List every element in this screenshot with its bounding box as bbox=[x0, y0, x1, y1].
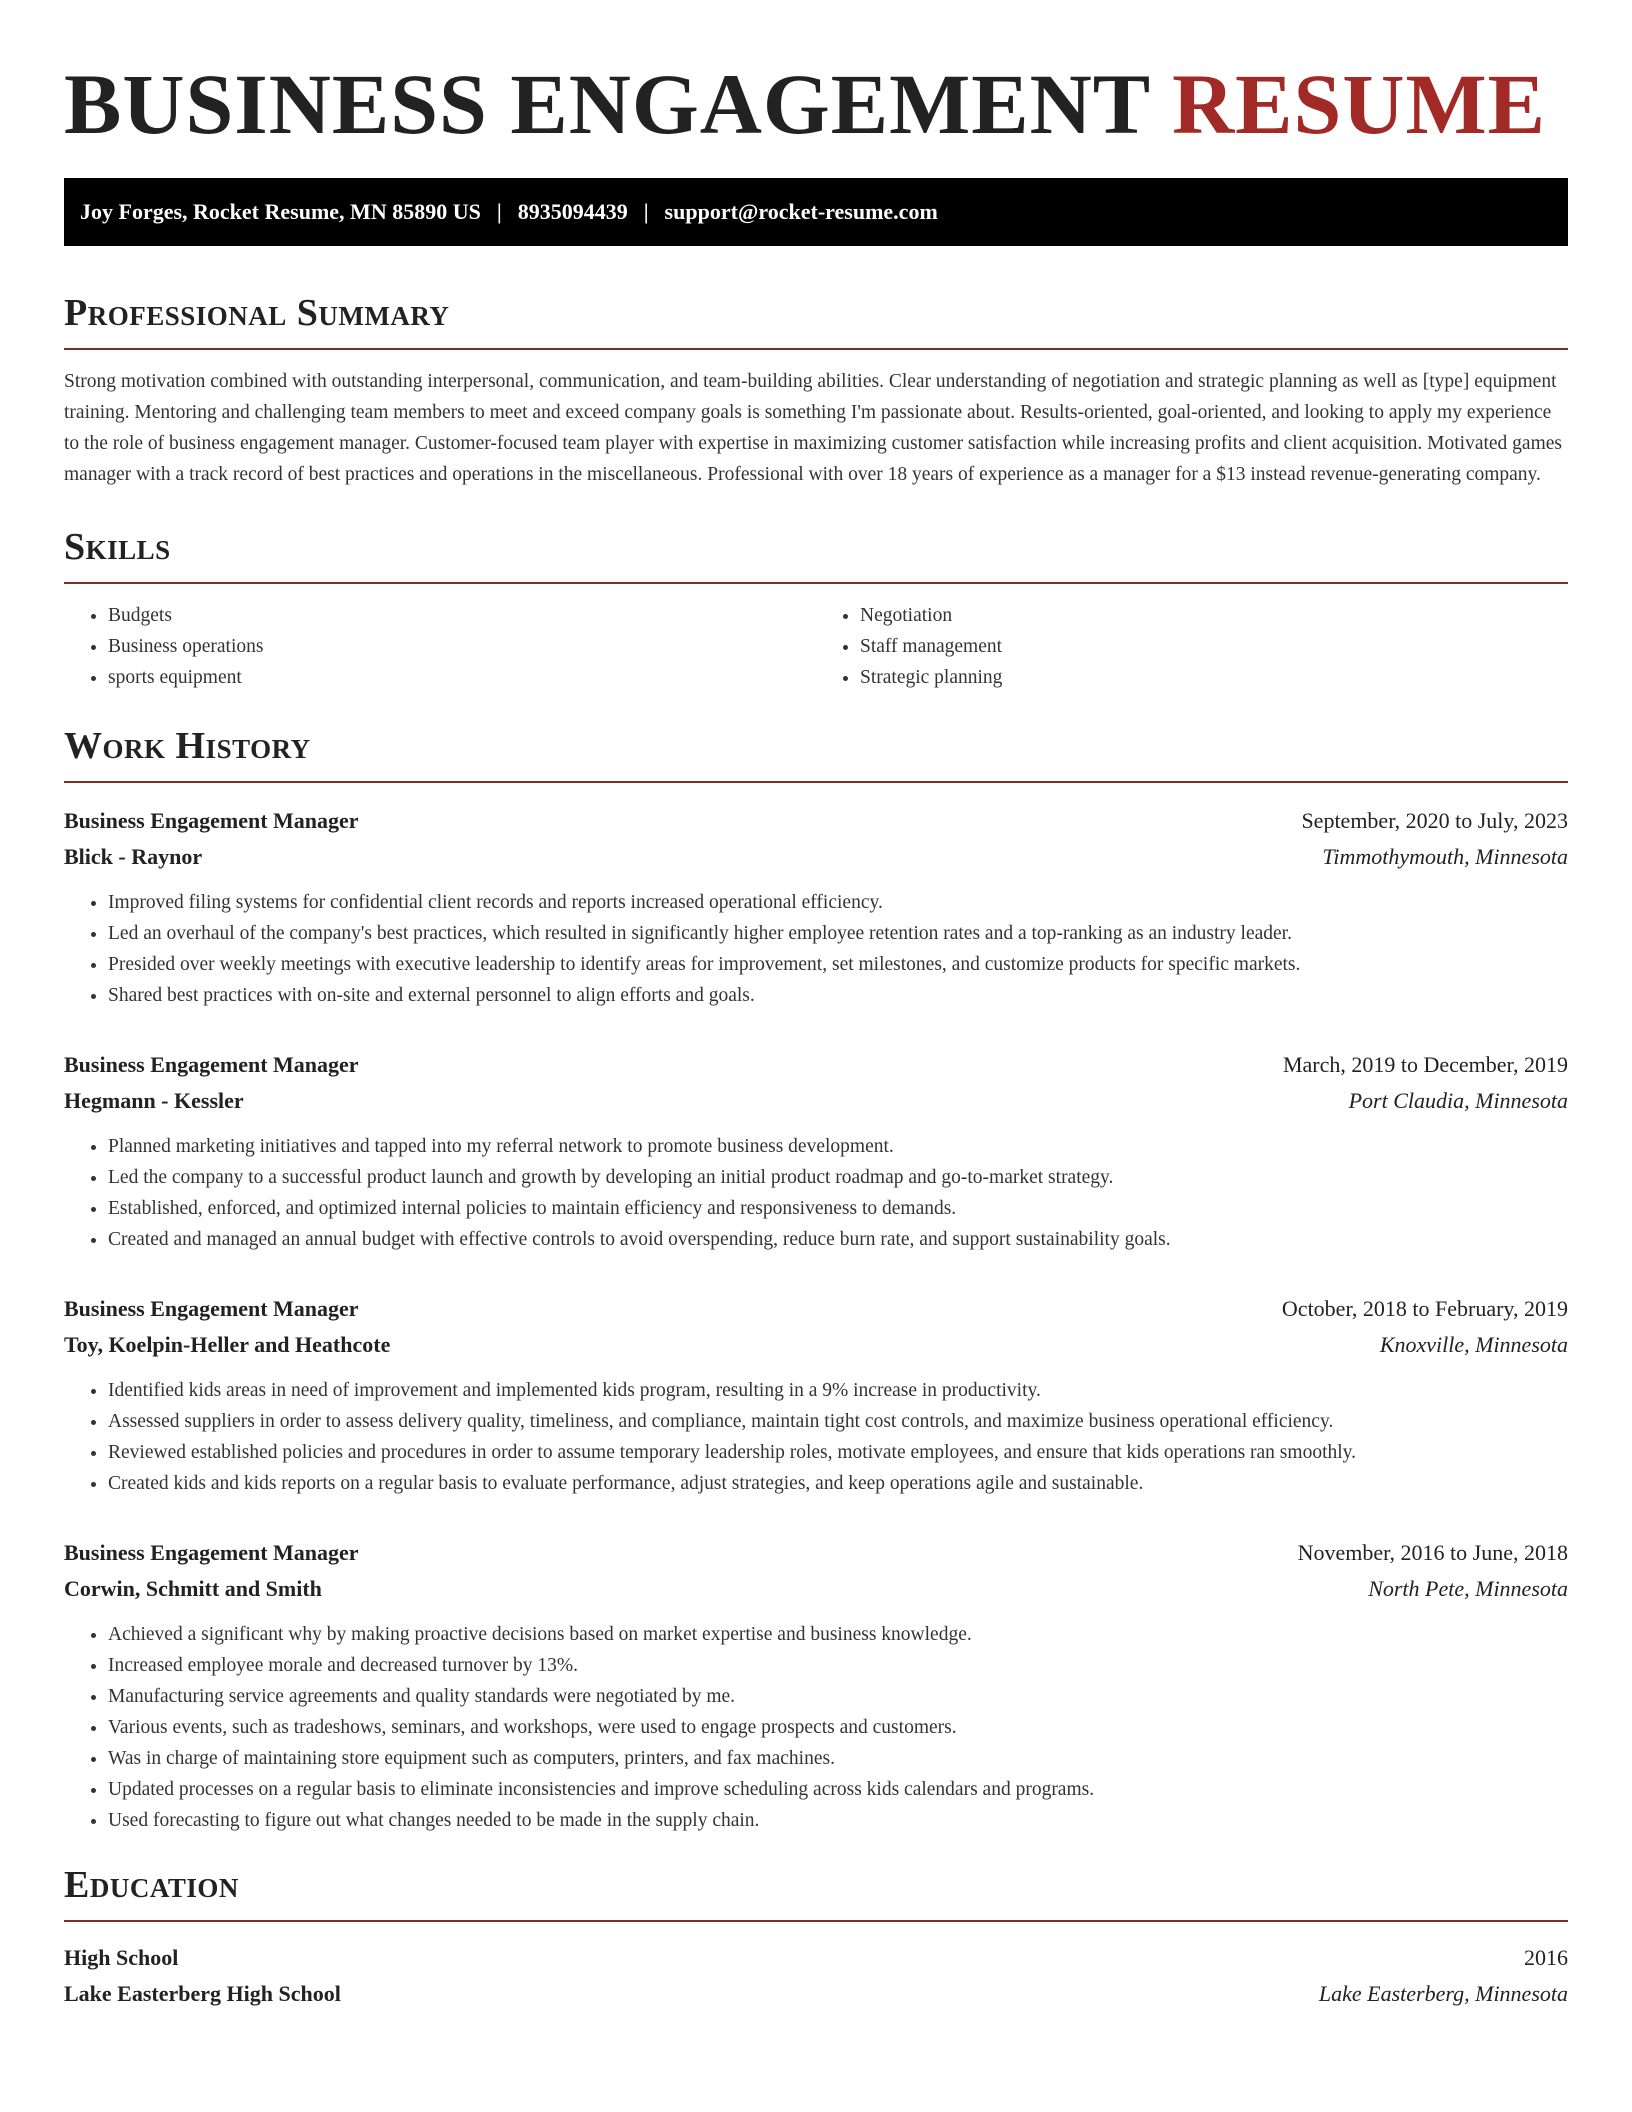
job-dates: October, 2018 to February, 2019 bbox=[1281, 1296, 1568, 1321]
job-bullets bbox=[64, 1375, 1568, 1499]
title-main: BUSINESS ENGAGEMENT bbox=[64, 56, 1150, 152]
job-bullet: • Led an overhaul of the company's best practices, which resulted in significantly higher employee retention rates and a top-ranking as an industry leader. bbox=[108, 918, 1568, 949]
job-bullets bbox=[64, 887, 1568, 1011]
job-bullet: • Created and managed an annual budget with effective controls to avoid overspending, reduce burn rate, and support sustainability goals. bbox=[108, 1224, 1568, 1255]
job-dates: September, 2020 to July, 2023 bbox=[1301, 808, 1568, 833]
skills-heading: Skills bbox=[64, 524, 1568, 584]
job-company: Blick - Raynor bbox=[64, 844, 203, 869]
education-year: 2016 bbox=[1524, 1945, 1568, 1970]
skill-item: • Budgets bbox=[108, 600, 816, 631]
summary-text: Strong motivation combined with outstanding interpersonal, communication, and team-building abilities. Clear understanding of negotiation and strategic planning as well as [type] equipment training. Mentoring and challenging team members to meet and exceed company goals is something I'm passionate about. Results-oriented, goal-oriented, and looking to apply my experience to the role of business engagement manager. Customer-focused team player with expertise in maximizing customer satisfaction while increasing profits and client acquisition. Motivated games manager with a track record of best practices and operations in the miscellaneous. Professional with over 18 years of experience as a manager for a $13 instead revenue-generating company. bbox=[64, 371, 1562, 485]
job-dates: March, 2019 to December, 2019 bbox=[1282, 1052, 1568, 1077]
skill-item: • sports equipment bbox=[108, 662, 816, 693]
contact-separator: | bbox=[643, 199, 649, 224]
job-title: Business Engagement Manager bbox=[64, 1540, 359, 1565]
skill-item: • Strategic planning bbox=[860, 662, 1568, 693]
job-bullet: • Presided over weekly meetings with executive leadership to identify areas for improvement, set milestones, and customize products for specific markets. bbox=[108, 949, 1568, 980]
job-bullet: • Used forecasting to figure out what changes needed to be made in the supply chain. bbox=[108, 1805, 1568, 1836]
job-company: Corwin, Schmitt and Smith bbox=[64, 1576, 322, 1601]
contact-separator: | bbox=[496, 199, 502, 224]
job-location: Port Claudia, Minnesota bbox=[1348, 1088, 1568, 1113]
job-entry bbox=[64, 1047, 1568, 1255]
contact-bar bbox=[64, 178, 1568, 246]
skill-item: • Staff management bbox=[860, 631, 1568, 662]
job-bullet: • Was in charge of maintaining store equipment such as computers, printers, and fax machines. bbox=[108, 1743, 1568, 1774]
education-entry bbox=[64, 1940, 1568, 2012]
skill-item: • Business operations bbox=[108, 631, 816, 662]
job-company: Hegmann - Kessler bbox=[64, 1088, 244, 1113]
job-entry bbox=[64, 1291, 1568, 1499]
job-entry bbox=[64, 803, 1568, 1011]
summary-heading: Professional Summary bbox=[64, 290, 1568, 350]
job-bullet: • Improved filing systems for confidential client records and reports increased operational efficiency. bbox=[108, 887, 1568, 918]
job-bullet: • Updated processes on a regular basis to eliminate inconsistencies and improve scheduling across kids calendars and programs. bbox=[108, 1774, 1568, 1805]
job-bullet: • Established, enforced, and optimized internal policies to maintain efficiency and responsiveness to demands. bbox=[108, 1193, 1568, 1224]
job-bullet: • Various events, such as tradeshows, seminars, and workshops, were used to engage prospects and customers. bbox=[108, 1712, 1568, 1743]
title-accent: RESUME bbox=[1172, 56, 1546, 152]
job-entry bbox=[64, 1535, 1568, 1836]
job-title: Business Engagement Manager bbox=[64, 1296, 359, 1321]
job-bullet: • Achieved a significant why by making proactive decisions based on market expertise and business knowledge. bbox=[108, 1619, 1568, 1650]
skills-list bbox=[64, 600, 1568, 693]
skills-column-left bbox=[64, 600, 816, 693]
contact-email: support@rocket-resume.com bbox=[664, 199, 938, 224]
job-bullet: • Shared best practices with on-site and external personnel to align efforts and goals. bbox=[108, 980, 1568, 1011]
skills-column-right bbox=[816, 600, 1568, 693]
job-bullet: • Manufacturing service agreements and quality standards were negotiated by me. bbox=[108, 1681, 1568, 1712]
contact-phone: 8935094439 bbox=[517, 199, 628, 224]
job-bullet: • Increased employee morale and decreased turnover by 13%. bbox=[108, 1650, 1568, 1681]
job-location: Knoxville, Minnesota bbox=[1379, 1332, 1568, 1357]
job-bullet: • Assessed suppliers in order to assess delivery quality, timeliness, and compliance, maintain tight cost controls, and maximize business operational efficiency. bbox=[108, 1406, 1568, 1437]
education-location: Lake Easterberg, Minnesota bbox=[1318, 1981, 1568, 2006]
work-heading: Work History bbox=[64, 723, 1568, 783]
job-bullet: • Planned marketing initiatives and tapped into my referral network to promote business development. bbox=[108, 1131, 1568, 1162]
job-bullets bbox=[64, 1619, 1568, 1836]
skill-item: • Negotiation bbox=[860, 600, 1568, 631]
job-bullet: • Identified kids areas in need of improvement and implemented kids program, resulting in a 9% increase in productivity. bbox=[108, 1375, 1568, 1406]
job-title: Business Engagement Manager bbox=[64, 808, 359, 833]
job-bullet: • Led the company to a successful product launch and growth by developing an initial product roadmap and go-to-market strategy. bbox=[108, 1162, 1568, 1193]
education-degree: High School bbox=[64, 1945, 179, 1970]
job-location: North Pete, Minnesota bbox=[1368, 1576, 1568, 1601]
contact-address: Joy Forges, Rocket Resume, MN 85890 US bbox=[80, 199, 481, 224]
job-dates: November, 2016 to June, 2018 bbox=[1297, 1540, 1568, 1565]
job-company: Toy, Koelpin-Heller and Heathcote bbox=[64, 1332, 391, 1357]
education-school: Lake Easterberg High School bbox=[64, 1981, 341, 2006]
job-location: Timmothymouth, Minnesota bbox=[1322, 844, 1568, 869]
job-bullet: • Reviewed established policies and procedures in order to assume temporary leadership roles, motivate employees, and ensure that kids operations ran smoothly. bbox=[108, 1437, 1568, 1468]
job-title: Business Engagement Manager bbox=[64, 1052, 359, 1077]
resume-title bbox=[64, 54, 1568, 154]
job-bullet: • Created kids and kids reports on a regular basis to evaluate performance, adjust strategies, and keep operations agile and sustainable. bbox=[108, 1468, 1568, 1499]
job-bullets bbox=[64, 1131, 1568, 1255]
education-heading: Education bbox=[64, 1862, 1568, 1922]
